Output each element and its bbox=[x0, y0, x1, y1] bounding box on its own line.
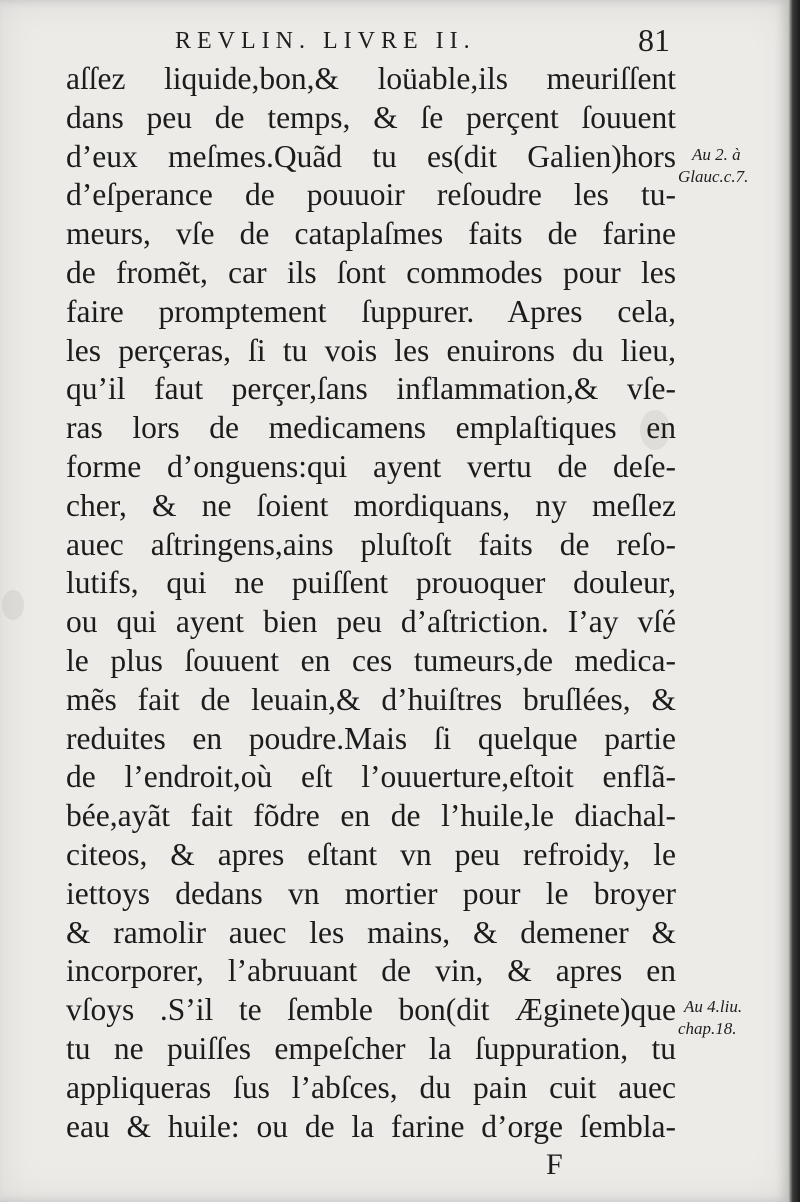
text-line: forme d’onguens:qui ayent vertu de deſe- bbox=[66, 448, 676, 484]
text-line: ou qui ayent bien peu d’aſtriction. I’ay vſé bbox=[66, 604, 676, 640]
text-line: de l’endroit,où eſt l’ouuerture,eſtoit enflã- bbox=[66, 759, 676, 795]
text-line: reduites en poudre.Mais ſi quelque partie bbox=[66, 720, 676, 756]
text-line: auec aſtringens,ains pluſtoſt faits de reſo- bbox=[66, 526, 676, 562]
page-header bbox=[0, 22, 790, 62]
text-line: citeos, & apres eſtant vn peu refroidy, le bbox=[66, 836, 676, 872]
text-line: faire promptement ſuppurer. Apres cela, bbox=[66, 293, 676, 329]
marginal-note-line: Au 4.liu. bbox=[684, 997, 743, 1016]
paper-stain bbox=[2, 590, 24, 620]
signature-mark: F bbox=[546, 1148, 563, 1181]
page-number: 81 bbox=[638, 22, 670, 58]
text-line: & ramolir auec les mains, & demener & bbox=[66, 914, 676, 950]
text-line: qu’il faut perçer,ſans inflammation,& vſe- bbox=[66, 371, 676, 407]
text-line: ras lors de medicamens emplaſtiques en bbox=[66, 410, 676, 446]
body-text bbox=[66, 60, 676, 1146]
text-line: appliqueras ſus l’abſces, du pain cuit auec bbox=[66, 1069, 676, 1105]
marginal-note bbox=[678, 996, 742, 1040]
marginal-note bbox=[678, 144, 749, 188]
page-edge bbox=[788, 0, 800, 1202]
marginal-note-line: Glauc.c.7. bbox=[678, 167, 749, 186]
text-line: mẽs fait de leuain,& d’huiſtres bruſlées, & bbox=[66, 681, 676, 717]
text-line: lutifs, qui ne puiſſent prouoquer douleur, bbox=[66, 565, 676, 601]
marginal-note-line: chap.18. bbox=[678, 1019, 737, 1038]
text-line: d’eux meſmes.Quãd tu es(dit Galien)hors bbox=[66, 138, 676, 174]
text-line: vſoys .S’il te ſemble bon(dit Æginete)que bbox=[66, 992, 676, 1028]
text-line: de fromẽt, car ils ſont commodes pour les bbox=[66, 254, 676, 290]
text-line: le plus ſouuent en ces tumeurs,de medica- bbox=[66, 642, 676, 678]
text-line: iettoys dedans vn mortier pour le broyer bbox=[66, 875, 676, 911]
text-line: incorporer, l’abruuant de vin, & apres en bbox=[66, 953, 676, 989]
text-line: dans peu de temps, & ſe perçent ſouuent bbox=[66, 99, 676, 135]
text-line: meurs, vſe de cataplaſmes faits de farine bbox=[66, 216, 676, 252]
running-head: REVLIN. LIVRE II. bbox=[175, 28, 476, 54]
text-line: les perçeras, ſi tu vois les enuirons du lieu, bbox=[66, 332, 676, 368]
text-line: aſſez liquide,bon,& loüable,ils meuriſſent bbox=[66, 61, 676, 96]
text-line: tu ne puiſſes empeſcher la ſuppuration, tu bbox=[66, 1030, 676, 1066]
text-line: eau & huile: ou de la farine d’orge ſembla- bbox=[66, 1108, 676, 1144]
text-line: bée,ayãt fait fõdre en de l’huile,le diachal- bbox=[66, 798, 676, 834]
marginal-note-line: Au 2. à bbox=[692, 145, 741, 164]
text-line: cher, & ne ſoient mordiquans, ny meſlez bbox=[66, 487, 676, 523]
text-line: d’eſperance de pouuoir reſoudre les tu- bbox=[66, 177, 676, 213]
